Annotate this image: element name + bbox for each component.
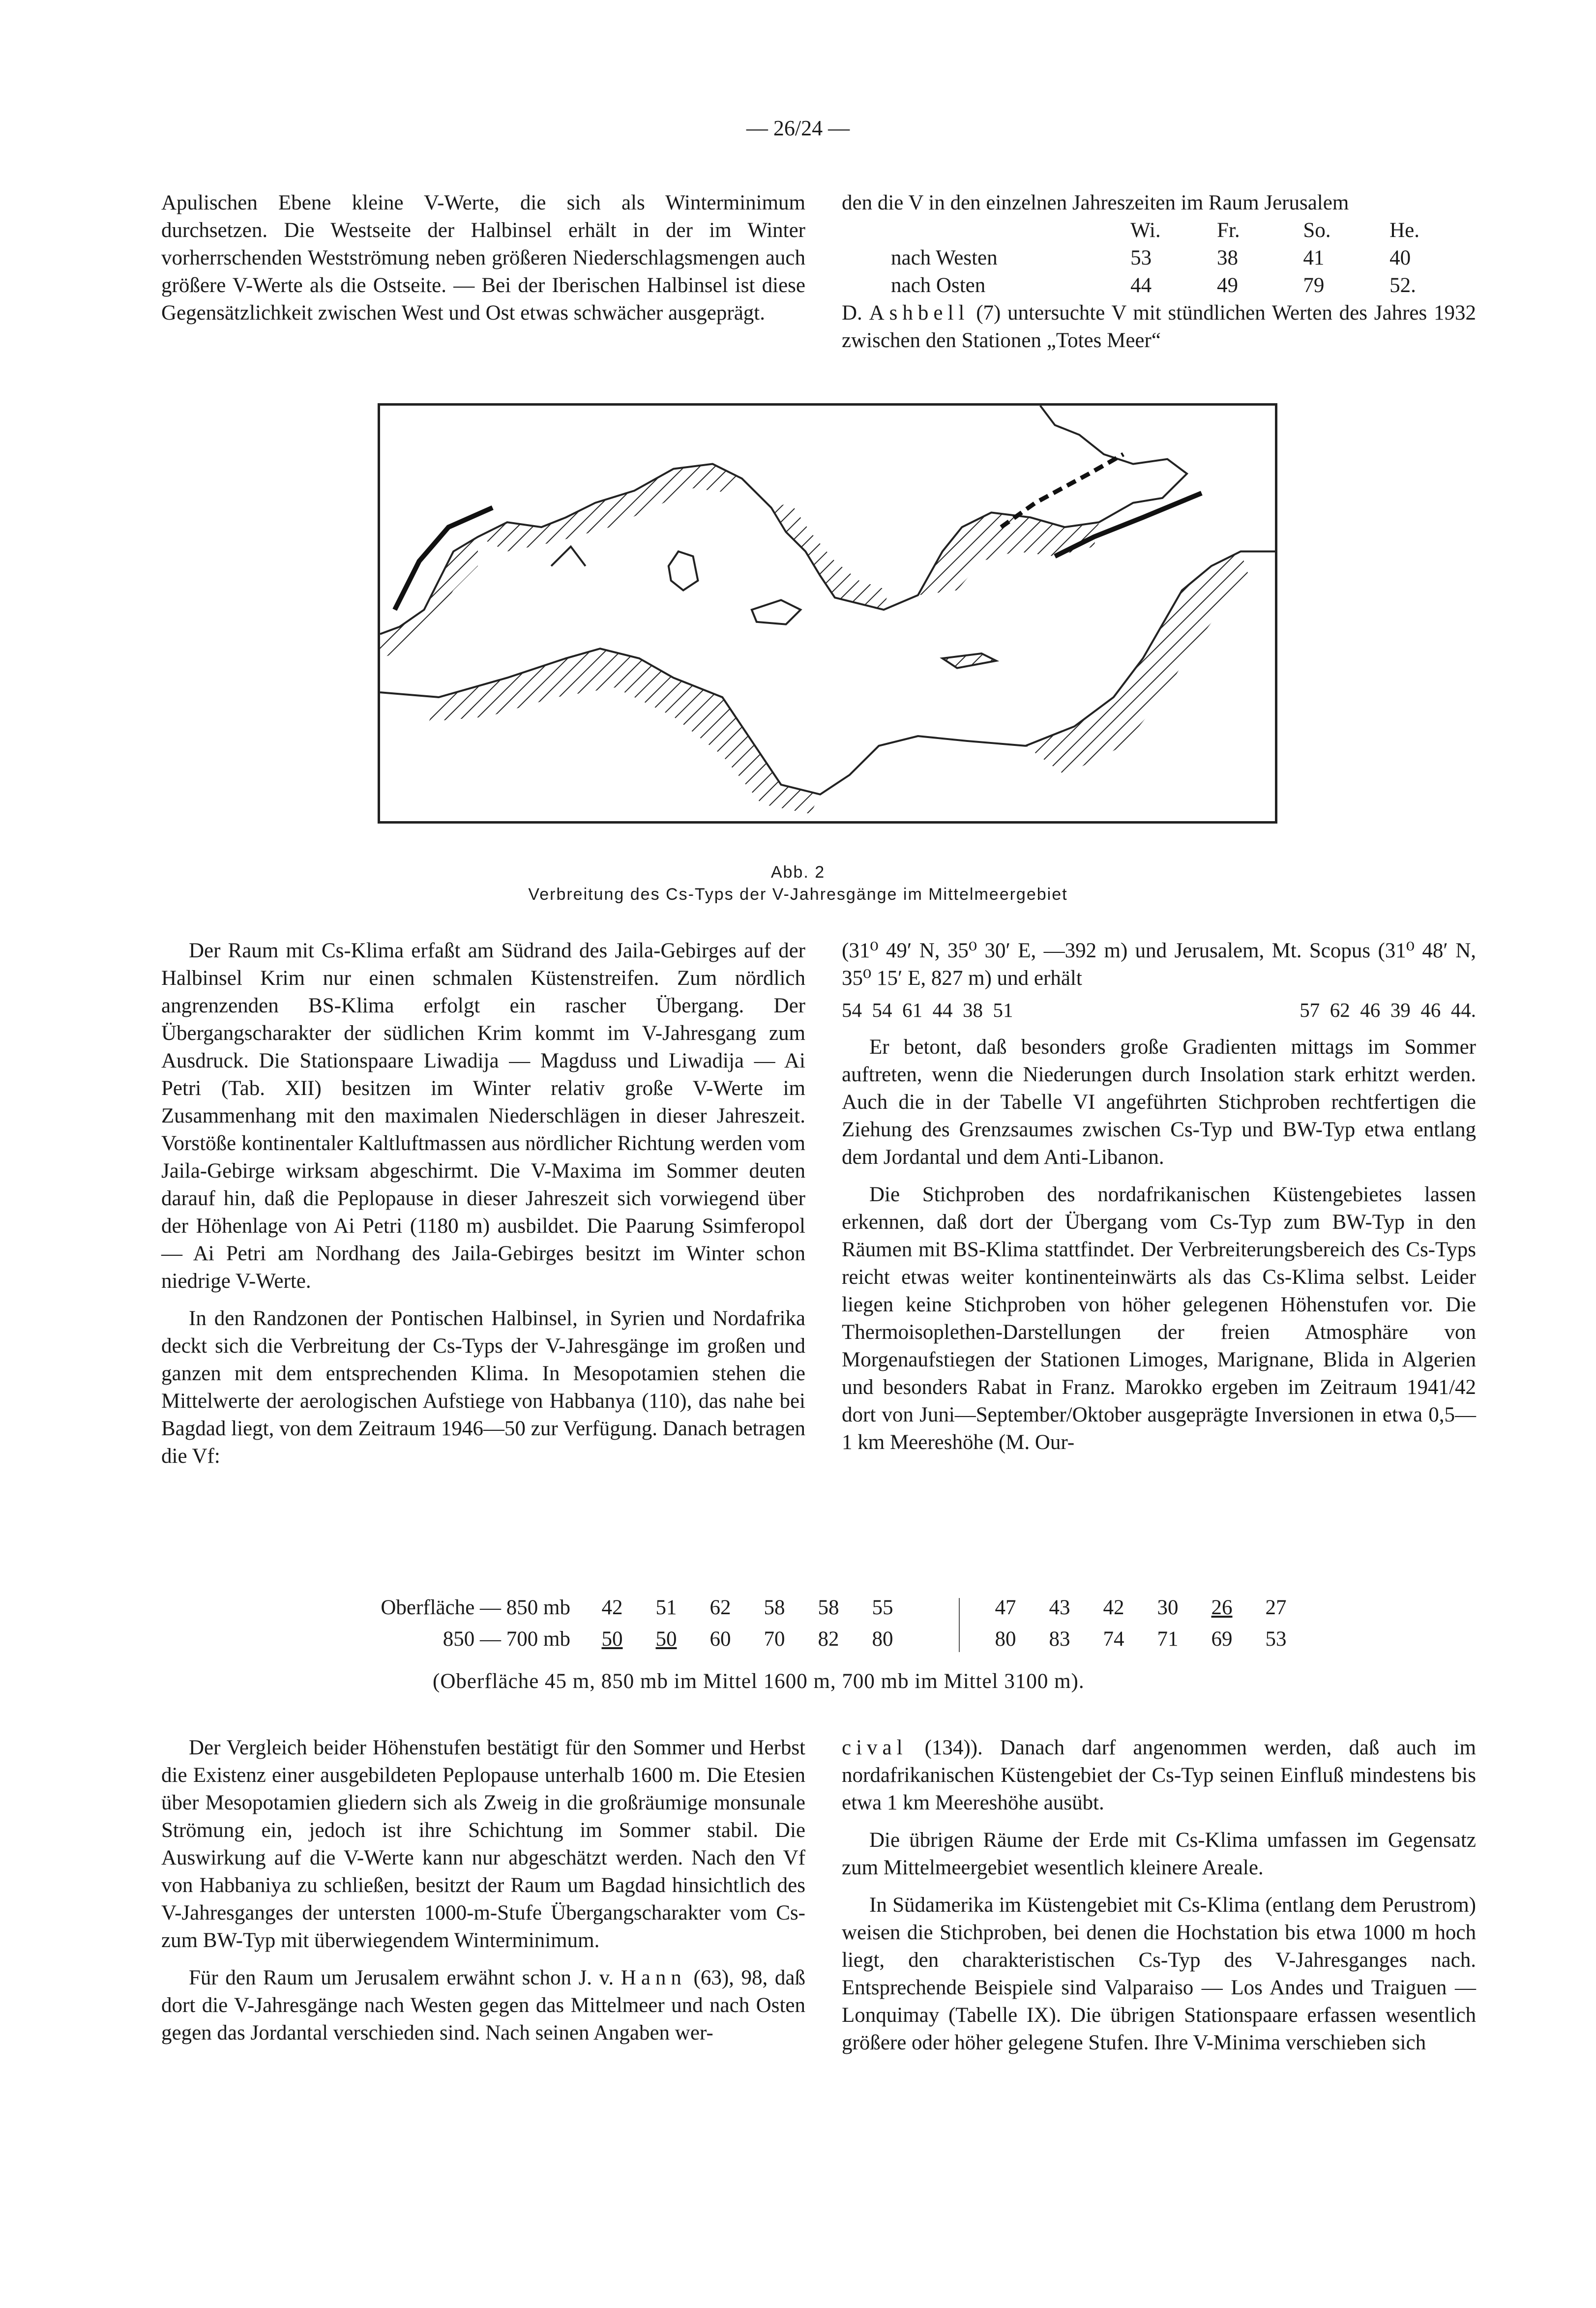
sicily <box>752 600 800 624</box>
seasonal-table <box>891 217 1476 299</box>
table-cell: 30 <box>1157 1596 1179 1619</box>
hatched-zone-north <box>478 464 742 552</box>
table-cell: 42 <box>1103 1596 1124 1619</box>
table-header: So. <box>1303 219 1331 242</box>
paragraph: Die übrigen Räume der Erde mit Cs-Klima umfassen im Gegensatz zum Mittelmeergebiet wesentlich kleinere Areale. <box>842 1829 1476 1879</box>
table-cell: 53 <box>1130 246 1152 269</box>
table-cell: 82 <box>818 1627 839 1651</box>
row-label: Oberfläche — 850 mb <box>381 1596 570 1619</box>
text-column-bottom-left <box>161 1734 805 2057</box>
paragraph <box>842 1734 1476 1817</box>
table-cell: 70 <box>764 1627 785 1651</box>
text-column-top-left <box>161 189 805 337</box>
table-cell: 52. <box>1389 274 1416 297</box>
corsica-sardinia <box>669 551 698 590</box>
table-cell: 42 <box>601 1596 623 1619</box>
table-row <box>891 244 1476 272</box>
table-cell: 80 <box>995 1627 1016 1651</box>
mediterranean-map <box>380 406 1275 821</box>
value-row <box>842 996 1476 1024</box>
table-cell: 80 <box>872 1627 893 1651</box>
text-column-bottom-right <box>842 1734 1476 2067</box>
table-cell: 27 <box>1265 1596 1287 1619</box>
table-note: (Oberfläche 45 m, 850 mb im Mittel 1600 m, 700 mb im Mittel 3100 m). <box>433 1670 1085 1693</box>
paragraph: Apulischen Ebene kleine V-Werte, die sich als Winterminimum durchsetzen. Die Westseite der Halbinsel erhält in der im Winter vorherrschenden Westströmung neben größeren Niederschlagsmengen auch größere V-Werte als die Ostseite. — Bei der Iberischen Halbinsel ist diese Gegensätzlichkeit zwischen West und Ost etwas schwächer ausgeprägt. <box>161 191 805 325</box>
table-cell: 62 <box>709 1596 731 1619</box>
paragraph: Er betont, daß besonders große Gradienten mittags im Sommer auftreten, wenn die Niederungen durch Insolation stark erhitzt werden. Auch die in der Tabelle VI angeführten Stichproben rechtfertigen die Ziehung des Grenzsaumes zwischen Cs-Typ und BW-Typ etwa entlang dem Jordantal und dem Anti-Libanon. <box>842 1036 1476 1169</box>
small-mark <box>551 547 586 566</box>
table-cell: 38 <box>1216 246 1238 269</box>
table-cell: 40 <box>1389 246 1411 269</box>
table-cell: 49 <box>1216 274 1238 297</box>
table-cell: 47 <box>995 1596 1016 1619</box>
paragraph: Der Vergleich beider Höhenstufen bestätigt für den Sommer und Herbst die Existenz einer ausgebildeten Peplopause unterhalb 1600 m. Die Etesien über Mesopotamien gliedern sich als Zweig in die großräumige monsunale Strömung ein, jedoch ist ihre Schichtung im Sommer stabil. Die Auswirkung auf die V-Werte kann nur abgeschätzt werden. Nach den Vf von Habbaniya zu schließen, besitzt der Raum um Bagdad hinsichtlich des V-Jahresganges der untersten 1000-m-Stufe Übergangscharakter vom Cs- zum BW-Typ mit überwiegendem Winterminimum. <box>161 1736 805 1952</box>
figure-label: Abb. 2 <box>770 863 826 882</box>
hatched-zone-north-africa <box>429 649 820 814</box>
text-column-top-right <box>842 189 1476 364</box>
table-cell: 53 <box>1265 1627 1287 1651</box>
boundary-line-dashed <box>1001 454 1123 527</box>
map-figure <box>378 403 1277 824</box>
table-cell: 55 <box>872 1596 893 1619</box>
table-header: He. <box>1389 219 1419 242</box>
table-cell: 43 <box>1049 1596 1070 1619</box>
paragraph: In den Randzonen der Pontischen Halbinsel, in Syrien und Nordafrika deckt sich die Verbreitung der Cs-Typs der V-Jahresgänge im großen und ganzen mit dem entsprechenden Klima. In Mesopotamien stehen die Mittelwerte der aerologischen Aufstiege von Habbanya (110), das nahe bei Bagdad liegt, von dem Zeitraum 1946—50 zur Verfügung. Danach betragen die Vf: <box>161 1307 805 1468</box>
paragraph: (31⁰ 49′ N, 35⁰ 30′ E, —392 m) und Jerusalem, Mt. Scopus (31⁰ 48′ N, 35⁰ 15′ E, 827 m) und erhält <box>842 939 1476 990</box>
paragraph: Die Stichproben des nordafrikanischen Küstengebietes lassen erkennen, daß dort der Übergang vom Cs-Typ zum BW-Typ in den Räumen mit BS-Klima stattfindet. Der Verbreiterungsbereich des Cs-Typs reicht etwas weiter kontinenteinwärts als das Cs-Klima selbst. Leider liegen keine Stichproben von höher gelegenen Höhenstufen vor. Die Thermoisoplethen-Darstellungen der freien Atmosphäre von Morgenaufstiegen der Stationen Limoges, Marignane, Blida in Algerien und besonders Rabat in Franz. Marokko ergeben im Zeitraum 1941/42 dort von Juni—September/Oktober ausgeprägte Inversionen in etwa 0,5—1 km Meereshöhe (M. Our- <box>842 1183 1476 1454</box>
text-column-middle-left <box>161 937 805 1480</box>
crete <box>943 653 996 668</box>
table-cell: 58 <box>818 1596 839 1619</box>
hatched-zone-iberia <box>380 537 478 658</box>
table-cell: 51 <box>655 1596 677 1619</box>
text-column-middle-right <box>842 937 1476 1466</box>
paragraph: den die V in den einzelnen Jahreszeiten im Raum Jerusalem <box>842 191 1349 214</box>
table-row <box>891 272 1476 299</box>
table-header-row <box>891 217 1476 244</box>
values-group-b: 57 62 46 39 46 44. <box>1300 999 1476 1021</box>
row-label: nach Westen <box>891 246 998 269</box>
row-label: 850 — 700 mb <box>443 1627 570 1651</box>
table-cell: 26 <box>1211 1596 1233 1619</box>
paragraph-rest: (7) untersuchte V mit stündlichen Werten des Jahres 1932 zwischen den Stationen „Totes Meer“ <box>842 301 1477 352</box>
table-cell: 44 <box>1130 274 1152 297</box>
paragraph-rest: (63), 98, daß dort die V-Jahresgänge nach Westen gegen das Mittelmeer und nach Osten gegen das Jordantal verschieden sind. Nach seinen Angaben wer- <box>161 1966 805 2044</box>
paragraph: In Südamerika im Küstengebiet mit Cs-Klima (entlang dem Perustrom) weisen die Stichproben, bei denen die Hochstation bis etwa 1000 m hoch liegt, den charakteristischen Cs-Typ des V-Jahresganges nach. Entsprechende Beispiele sind Valparaiso — Los Andes und Traiguen — Lonquimay (Tabelle IX). Die übrigen Stationspaare erfassen wesentlich größere oder höher gelegene Stufen. Ihre V-Minima verschieben sich <box>842 1894 1476 2054</box>
author-name: Hann <box>621 1966 686 1989</box>
hatched-zone-levant <box>1026 551 1250 775</box>
paragraph-start: Für den Raum um Jerusalem erwähnt schon J. v. <box>189 1966 614 1989</box>
table-cell: 83 <box>1049 1627 1070 1651</box>
author-name: Ashbell <box>869 301 970 325</box>
table-cell: 41 <box>1303 246 1325 269</box>
table-cell: 50 <box>655 1627 677 1651</box>
table-header: Fr. <box>1216 219 1240 242</box>
table-header <box>891 217 1130 244</box>
values-group-a: 54 54 61 44 38 51 <box>842 999 1013 1021</box>
table-cell: 69 <box>1211 1627 1233 1651</box>
hatched-zone-adriatic <box>771 503 889 610</box>
paragraph: Der Raum mit Cs-Klima erfaßt am Südrand des Jaila-Gebirges auf der Halbinsel Krim nur einen schmalen Küstenstreifen. Zum nördlich angrenzenden BS-Klima erfolgt ein rascher Übergang. Der Übergangscharakter der südlichen Krim kommt im V-Jahresgang zum Ausdruck. Die Stationspaare Liwadija — Magduss und Liwadija — Ai Petri (Tab. XII) besitzen im Winter relativ große V-Werte im Zusammenhang mit den maximalen Niederschlägen in dieser Jahreszeit. Vorstöße kontinentaler Kaltluftmassen aus nördlicher Richtung werden vom Jaila-Gebirge wirksam abgeschirmt. Die V-Maxima im Sommer deuten darauf hin, daß die Peplopause in dieser Jahreszeit sich vorwiegend über der Höhenlage von Ai Petri (1180 m) ausbildet. Die Paarung Ssimferopol — Ai Petri am Nordhang des Jaila-Gebirges besitzt im Winter schon niedrige V-Werte. <box>161 939 805 1293</box>
hatched-zone-anatolia <box>918 512 1099 595</box>
figure-caption: Verbreitung des Cs-Typs der V-Jahresgänge im Mittelmeergebiet <box>528 885 1068 904</box>
table-cell: 71 <box>1157 1627 1179 1651</box>
table-cell: 79 <box>1303 274 1325 297</box>
table-cell: 50 <box>601 1627 623 1651</box>
author-initial: D. <box>842 301 862 325</box>
table-cell: 74 <box>1103 1627 1124 1651</box>
table-cell: 58 <box>764 1596 785 1619</box>
paragraph-rest: (134)). Danach darf angenommen werden, daß auch im nordafrikanischen Küstengebiet der Cs-Typ seinen Einfluß mindestens bis etwa 1 km Meereshöhe ausübt. <box>842 1736 1476 1814</box>
table-cell: 60 <box>709 1627 731 1651</box>
table-header: Wi. <box>1130 219 1161 242</box>
page-number: — 26/24 — <box>746 116 850 140</box>
paragraph <box>161 1964 805 2047</box>
paragraph <box>842 299 1476 355</box>
author-name: cival <box>842 1736 908 1759</box>
table-divider <box>959 1598 960 1652</box>
row-label: nach Osten <box>891 274 986 297</box>
